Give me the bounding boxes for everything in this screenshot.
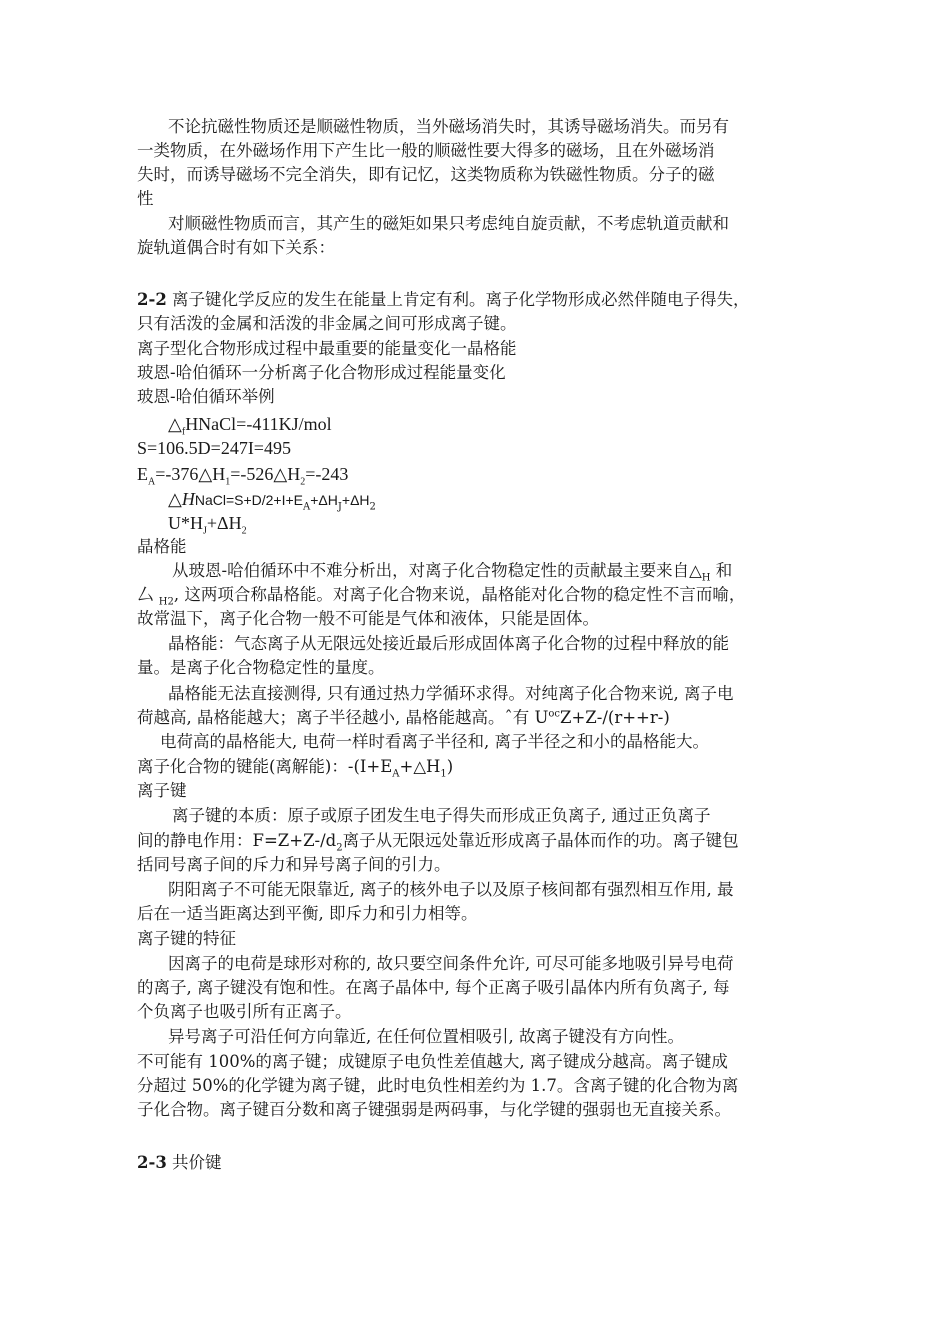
paragraph-line: 不论抗磁性物质还是顺磁性物质，当外磁场消失时，其诱导磁场消失。而另有 [168,117,729,136]
section-heading-2-2: 2-2 离子键化学反应的发生在能量上肯定有利。离子化学物形成必然伴随电子得失， [137,290,750,309]
subheading: 晶格能 [137,537,187,556]
paragraph-line: 量。是离子化合物稳定性的量度。 [137,658,385,677]
paragraph-line: 厶 $_{H2}$, 这两项合称晶格能。对离子化合物来说，晶格能对化合物的稳定性不言而喻， [137,585,746,608]
paragraph-line: 一类物质，在外磁场作用下产生比一般的顺磁性要大得多的磁场，且在外磁场消 [137,141,715,160]
paragraph-line: 从玻恩-哈伯循环中不难分析出，对离子化合物稳定性的贡献最主要来自$\triangle_H$ 和 [172,561,733,584]
paragraph-line: 的离子, 离子键没有饱和性。在离子晶体中, 每个正离子吸引晶体内所有负离子, 每 [137,978,730,997]
paragraph-line: 个负离子也吸引所有正离子。 [137,1002,352,1021]
paragraph-line: 旋轨道偶合时有如下关系： [137,238,335,257]
paragraph-line: 性 [137,189,154,208]
section-number: 2-3 [137,1153,167,1172]
paragraph-line: 玻恩-哈伯循环举例 [137,387,275,406]
paragraph-line: 间的静电作用：$F=Z+Z-/d_2$离子从无限远处靠近形成离子晶体而作的功。离子键包 [137,831,739,854]
equation-line: S=106.5D=247I=495 [137,438,291,458]
paragraph-line: 括同号离子间的斥力和异号离子间的引力。 [137,855,451,874]
paragraph-line: 只有活泼的金属和活泼的非金属之间可形成离子键。 [137,314,517,333]
paragraph-line: 荷越高, 晶格能越大；离子半径越小, 晶格能越高。ˆ有 $U^{oc}Z+Z-/(r++r-)$ [137,708,670,727]
subheading: 离子键的特征 [137,929,236,948]
equation-line: $U*H_J+\Delta H_2$ [168,513,247,537]
paragraph-line: 离子化合物的键能(离解能)：$-(I+E_A+\triangle H_1)$ [137,757,454,780]
paragraph-line: 对顺磁性物质而言，其产生的磁矩如果只考虑纯自旋贡献，不考虑轨道贡献和 [168,214,729,233]
section-heading-2-3: 2-3 共价键 [137,1153,222,1172]
equation-line: $\triangle HNaCl=S+D/2+I+E_A+\Delta H_J+\Delta H_2$ [168,489,376,513]
paragraph-line: 失时，而诱导磁场不完全消失，即有记忆，这类物质称为铁磁性物质。分子的磁 [137,165,715,184]
paragraph-line: 故常温下，离子化合物一般不可能是气体和液体，只能是固体。 [137,609,599,628]
paragraph-line: 子化合物。离子键百分数和离子键强弱是两码事，与化学键的强弱也无直接关系。 [137,1100,731,1119]
paragraph-line: 异号离子可沿任何方向靠近, 在任何位置相吸引, 故离子键没有方向性。 [168,1027,684,1046]
paragraph-line: 因离子的电荷是球形对称的, 故只要空间条件允许, 可尽可能多地吸引异号电荷 [168,954,734,973]
paragraph-line: 电荷高的晶格能大, 电荷一样时看离子半径和, 离子半径之和小的晶格能大。 [160,732,709,751]
equation-line: $E_A=-376\triangle H_1=-526\triangle H_2=-243$ [137,464,349,488]
paragraph-line: 后在一适当距离达到平衡, 即斥力和引力相等。 [137,904,478,923]
paragraph-line: 分超过 50%的化学键为离子键，此时电负性相差约为 1.7。含离子键的化合物为离 [137,1076,739,1095]
paragraph-line: 阴阳离子不可能无限靠近, 离子的核外电子以及原子核间都有强烈相互作用, 最 [168,880,734,899]
paragraph-line: 晶格能：气态离子从无限远处接近最后形成固体离子化合物的过程中释放的能 [168,634,729,653]
section-number: 2-2 [137,290,167,309]
paragraph-line: 离子键的本质：原子或原子团发生电子得失而形成正负离子, 通过正负离子 [172,806,711,825]
equation-line: $\triangle_fHNaCl=-411KJ$/mol [168,414,332,438]
paragraph-line: 不可能有 100%的离子键；成键原子电负性差值越大, 离子键成分越高。离子键成 [137,1052,728,1071]
paragraph-line: 离子型化合物形成过程中最重要的能量变化一晶格能 [137,339,517,358]
paragraph-line: 晶格能无法直接测得, 只有通过热力学循环求得。对纯离子化合物来说, 离子电 [168,684,734,703]
paragraph-line: 玻恩-哈伯循环一分析离子化合物形成过程能量变化 [137,363,506,382]
subheading: 离子键 [137,781,187,800]
